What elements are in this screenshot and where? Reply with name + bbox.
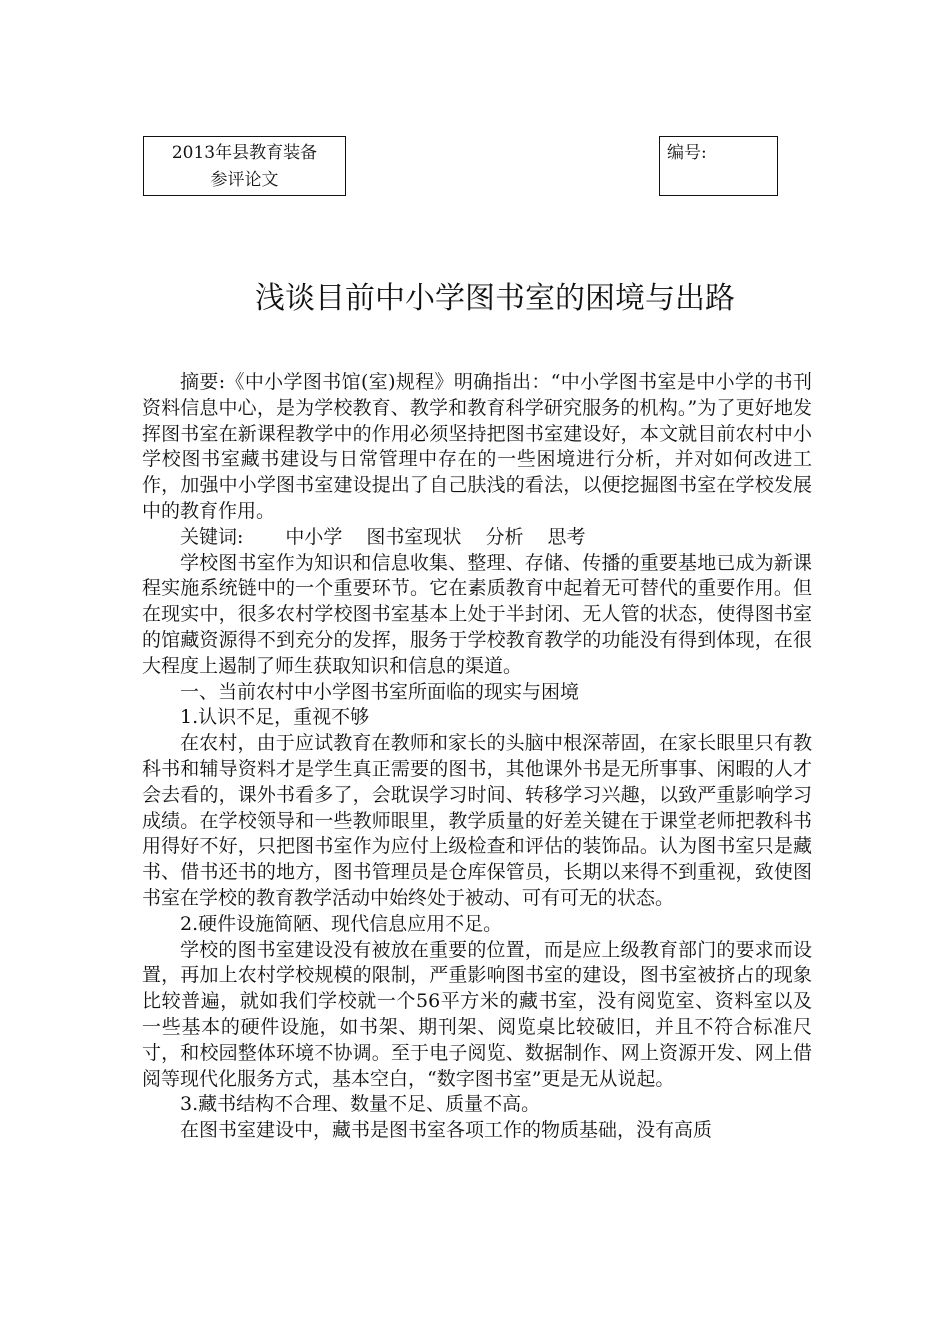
keyword-item: 图书室现状 [366, 525, 462, 548]
paper-body [142, 370, 812, 1144]
serial-number-label: 编号: [667, 143, 707, 163]
keywords-line [142, 525, 812, 551]
entry-category-box [143, 136, 346, 196]
section-heading: 一、当前农村中小学图书室所面临的现实与困境 [180, 680, 580, 703]
paper-title: 浅谈目前中小学图书室的困境与出路 [255, 281, 735, 316]
keyword-item: 中小学 [285, 525, 343, 548]
entry-category-line-2: 参评论文 [210, 170, 279, 190]
keyword-item: 思考 [547, 525, 586, 548]
body-paragraph: 在农村，由于应试教育在教师和家长的头脑中根深蒂固，在家长眼里只有教科书和辅导资料才是学生真正需要的图书，其他课外书是无所事事、闲暇的人才会去看的，课外书看多了，会耽误学习时间、转移学习兴趣，以致严重影响学习成绩。在学校领导和一些教师眼里，教学质量的好差关键在于课堂老师把教科书用得好不好，只把图书室作为应付上级检查和评估的装饰品。认为图书室只是藏书、借书还书的地方，图书管理员是仓库保管员，长期以来得不到重视，致使图书室在学校的教育教学活动中始终处于被动、可有可无的状态。 [142, 732, 812, 909]
entry-category-line-1: 2013年县教育装备 [171, 143, 318, 163]
subsection-heading: 1.认识不足，重视不够 [180, 706, 370, 729]
body-paragraph: 在图书室建设中，藏书是图书室各项工作的物质基础，没有高质 [180, 1119, 713, 1142]
keywords-label: 关键词: [180, 525, 244, 548]
body-paragraph: 学校的图书室建设没有被放在重要的位置，而是应上级教育部门的要求而设置，再加上农村学校规模的限制，严重影响图书室的建设，图书室被挤占的现象比较普遍，就如我们学校就一个56平方米的藏书室，没有阅览室、资料室以及一些基本的硬件设施，如书架、期刊架、阅览桌比较破旧，并且不符合标准尺寸，和校园整体环境不协调。至于电子阅览、数据制作、网上资源开发、网上借阅等现代化服务方式，基本空白，“数字图书室”更是无从说起。 [142, 938, 812, 1090]
intro-paragraph: 学校图书室作为知识和信息收集、整理、存储、传播的重要基地已成为新课程实施系统链中的一个重要环节。它在素质教育中起着无可替代的重要作用。但在现实中，很多农村学校图书室基本上处于半封闭、无人管的状态，使得图书室的馆藏资源得不到充分的发挥，服务于学校教育教学的功能没有得到体现，在很大程度上遏制了师生获取知识和信息的渠道。 [142, 551, 812, 677]
keyword-item: 分析 [485, 525, 524, 548]
subsection-heading: 3.藏书结构不合理、数量不足、质量不高。 [180, 1093, 541, 1116]
serial-number-box [659, 136, 778, 196]
abstract-paragraph: 摘要:《中小学图书馆(室)规程》明确指出：“中小学图书室是中小学的书刊资料信息中心，是为学校教育、教学和教育科学研究服务的机构。”为了更好地发挥图书室在新课程教学中的作用必须坚持把图书室建设好，本文就目前农村中小学校图书室藏书建设与日常管理中存在的一些困境进行分析，并对如何改进工作，加强中小学图书室建设提出了自己肤浅的看法，以便挖掘图书室在学校发展中的教育作用。 [142, 371, 812, 522]
subsection-heading: 2.硬件设施简陋、现代信息应用不足。 [180, 912, 503, 935]
